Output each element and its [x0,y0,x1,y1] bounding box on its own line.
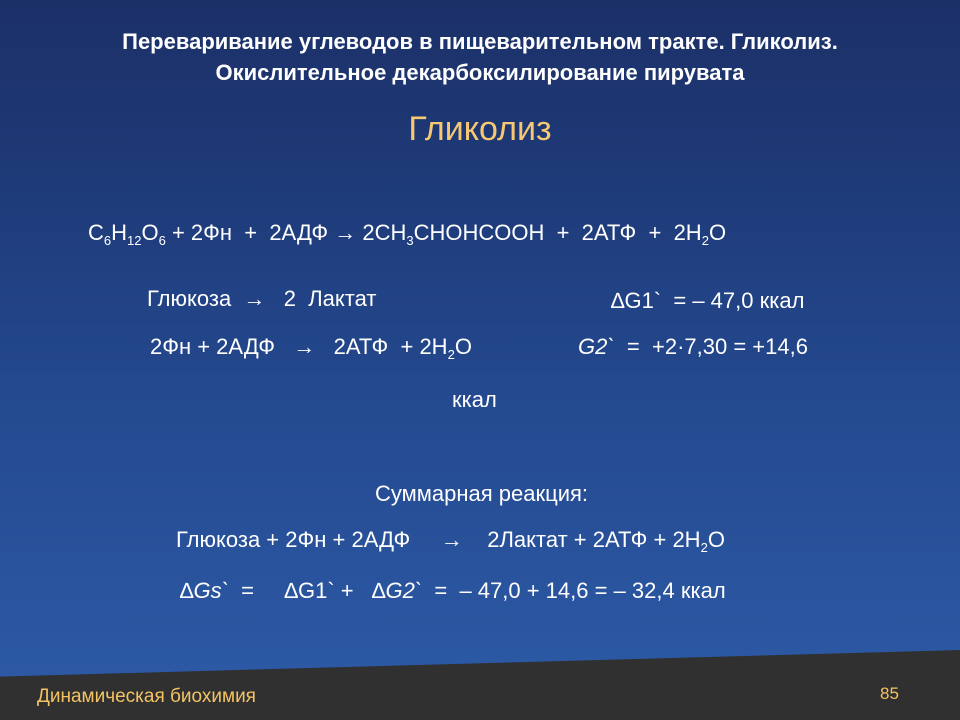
glycolysis-equation: $C_6H_{12}O_6 + 2Фн + 2АДФ$ → $2CH_3CHOHCOOH + 2АТФ + 2H_2O$ [88,220,727,248]
section-subtitle: Гликолиз [408,110,552,148]
delta-g1-value: ∆G1` = – 47,0 ккал [611,288,805,313]
delta-g2-unit: ккал [452,387,497,412]
page-number: 85 [880,684,899,703]
slide-title-line1: Переваривание углеводов в пищеварительном тракте. Гликолиз. [122,29,838,54]
atp-synthesis-equation: $2Фн + 2АДФ \to 2АТФ + 2H_2O$ [150,334,472,362]
footer-course-name: Динамическая биохимия [37,686,256,707]
summary-equation: Глюкоза + 2Фн + 2АДФ → 2Лактат + $2АТФ + 2H_2O$ [176,527,725,555]
delta-g2-value: G2` = +2·7,30 = +14,6 [578,334,808,359]
slide-title-line2: Окислительное декарбоксилирование пирувата [215,60,745,85]
delta-gs-equation: ∆Gs` = ∆G1` + ∆G2` = – 47,0 + 14,6 = – 32,4 ккал [180,578,726,603]
glucose-to-lactate: Глюкоза → 2 Лактат [147,286,377,311]
summary-label: Суммарная реакция: [375,481,589,506]
footer-band [0,650,960,720]
